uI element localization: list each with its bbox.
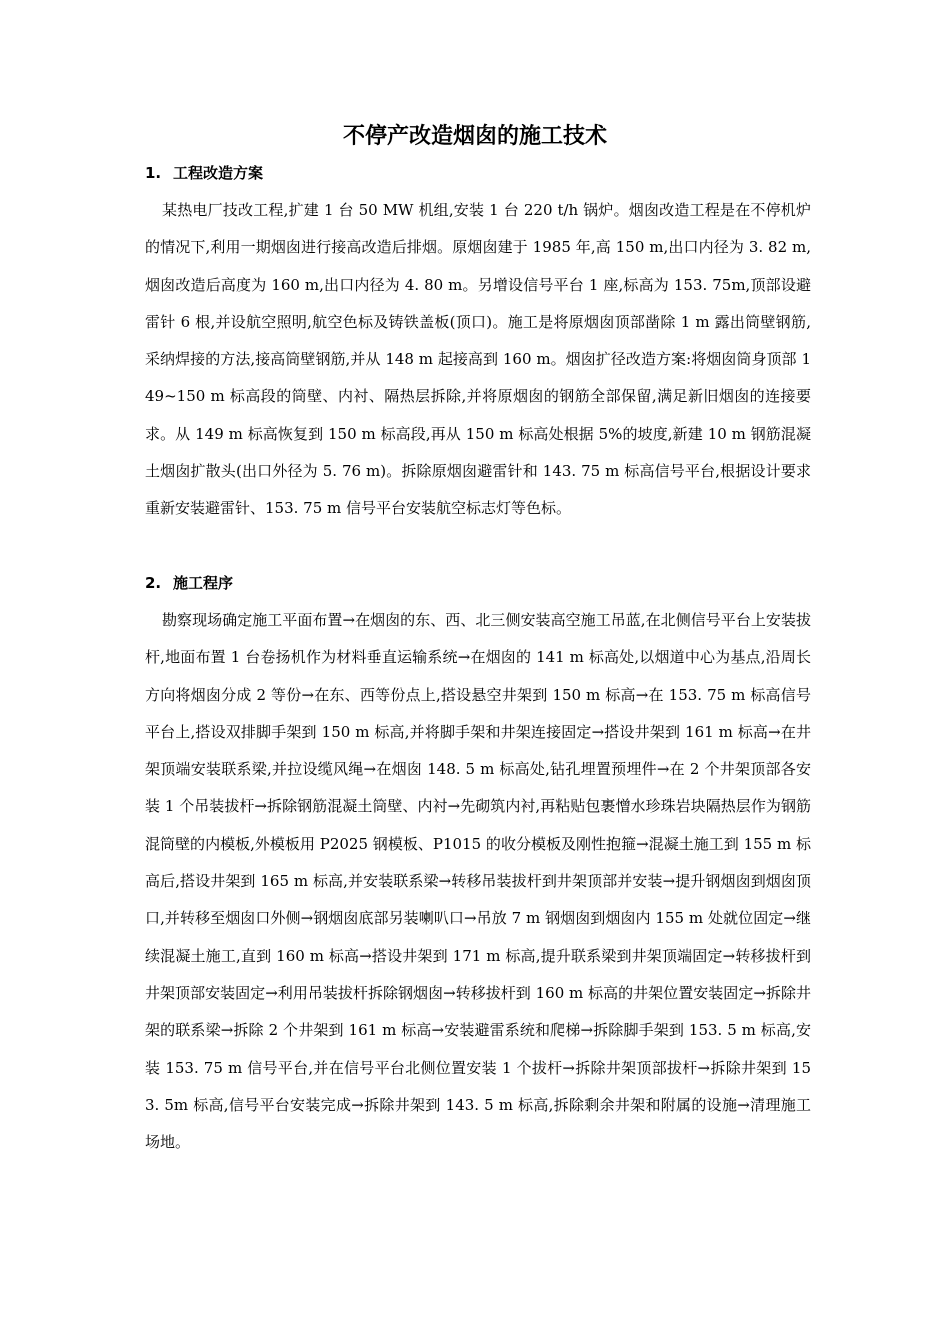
section-heading-text-1: 工程改造方案 — [173, 164, 264, 182]
document-title: 不停产改造烟囱的施工技术 — [342, 124, 607, 149]
section-number-2: 2. — [145, 574, 162, 592]
section-heading-2 — [145, 572, 815, 594]
section-body-1: 某热电厂技改工程,扩建 1 台 50 MW 机组,安装 1 台 220 t/h 锅炉。烟囱改造工程是在不停机炉的情况下,利用一期烟囱进行接高改造后排烟。原烟囱建于 1985 年,高 150 m,出口内径为 3. 82 m,烟囱改造后高度为 160 m,出口内径为 4. 80 m。另增设信号平台 1 座,标高为 153. 75m,顶部设避雷针 6 根,并设航空照明,航空色标及铸铁盖板(顶口)。施工是将原烟囱顶部凿除 1 m 露出筒壁钢筋,采纳焊接的方法,接高筒壁钢筋,并从 148 m 起接高到 160 m。烟囱扩径改造方案:将烟囱筒身顶部 149~150 m 标高段的筒壁、内衬、隔热层拆除,并将原烟囱的钢筋全部保留,满足新旧烟囱的连接要求。从 149 m 标高恢复到 150 m 标高段,再从 150 m 标高处根据 5%的坡度,新建 10 m 钢筋混凝土烟囱扩散头(出口外径为 5. 76 m)。拆除原烟囱避雷针和 143. 75 m 标高信号平台,根据设计要求重新安装避雷针、153. 75 m 信号平台安装航空标志灯等色标。 — [145, 201, 811, 518]
section-heading-1 — [145, 162, 815, 184]
section-number-1: 1. — [145, 164, 162, 182]
section-body-2: 勘察现场确定施工平面布置→在烟囱的东、西、北三侧安装高空施工吊蓝,在北侧信号平台上安装拔杆,地面布置 1 台卷扬机作为材料垂直运输系统→在烟囱的 141 m 标高处,以烟道中心为基点,沿周长方向将烟囱分成 2 等份→在东、西等份点上,搭设悬空井架到 150 m 标高→在 153. 75 m 标高信号平台上,搭设双排脚手架到 150 m 标高,并将脚手架和井架连接固定→搭设井架到 161 m 标高→在井架顶端安装联系梁,并拉设缆风绳→在烟囱 148. 5 m 标高处,钻孔埋置预埋件→在 2 个井架顶部各安装 1 个吊装拔杆→拆除钢筋混凝土筒壁、内衬→先砌筑内衬,再粘贴包裹憎水珍珠岩块隔热层作为钢筋混筒壁的内模板,外模板用 P2025 钢模板、P1015 的收分模板及刚性抱箍→混凝土施工到 155 m 标高后,搭设井架到 165 m 标高,并安装联系梁→转移吊装拔杆到井架顶部并安装→提升钢烟囱到烟囱顶口,并转移至烟囱口外侧→钢烟囱底部另装喇叭口→吊放 7 m 钢烟囱到烟囱内 155 m 处就位固定→继续混凝土施工,直到 160 m 标高→搭设井架到 171 m 标高,提升联系梁到井架顶端固定→转移拔杆到井架顶部安装固定→利用吊装拔杆拆除钢烟囱→转移拔杆到 160 m 标高的井架位置安装固定→拆除井架的联系梁→拆除 2 个井架到 161 m 标高→安装避雷系统和爬梯→拆除脚手架到 153. 5 m 标高,安装 153. 75 m 信号平台,并在信号平台北侧位置安装 1 个拔杆→拆除井架顶部拔杆→拆除井架到 153. 5m 标高,信号平台安装完成→拆除井架到 143. 5 m 标高,拆除剩余井架和附属的设施→清理施工场地。 — [145, 611, 811, 1152]
section-heading-text-2: 施工程序 — [173, 574, 234, 592]
